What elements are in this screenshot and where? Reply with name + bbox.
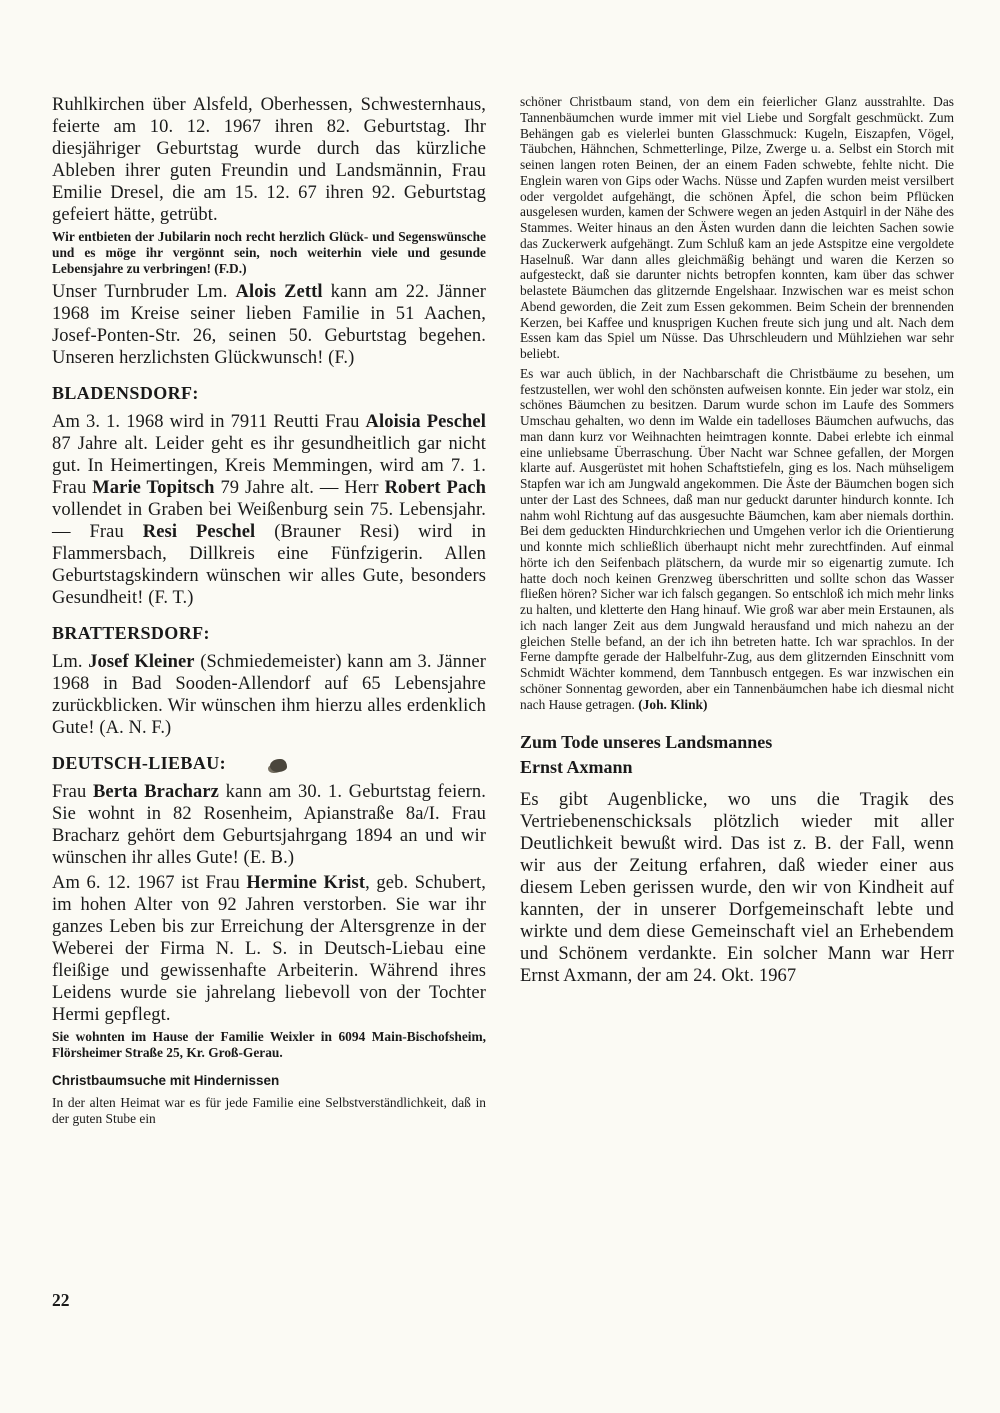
paragraph-ruhlkirchen: Ruhlkirchen über Alsfeld, Oberhessen, Schwesternhaus, feierte am 10. 12. 1967 ihren 82. Geburtstag. Ihr diesjähriger Geburtstag wurde durch das kürzliche Ableben ihrer guten Freundin und Landsmännin, Frau Emilie Dresel, die am 15. 12. 67 ihren 92. Geburtstag gefeiert hätte, getrübt.	[52, 95, 486, 225]
text-run-bold: Resi Peschel	[142, 522, 256, 543]
section-heading-deutsch-liebau	[52, 753, 486, 774]
obituary-heading-line1: Zum Tode unseres Landsmannes	[520, 732, 773, 753]
paragraph-weixler-note: Sie wohnten im Hause der Familie Weixler in 6094 Main-Bischofsheim, Flörsheimer Straße 25, Kr. Groß-Gerau.	[52, 1029, 486, 1061]
text-run: 79 Jahre alt. — Herr	[214, 478, 385, 499]
text-run-bold: Robert Pach	[384, 478, 486, 499]
section-heading-brattersdorf: BRATTERSDORF:	[52, 623, 210, 644]
text-run: kann am 30. 1. Geburtstag feiern. Sie wohnt in 82 Rosenheim, Apianstraße 8a/I. Frau Bracharz gehört dem Geburtsjahrgang 1894 an und wir wünschen ihr alles Gute! (E. B.)	[52, 782, 486, 869]
text-run: Am 6. 12. 1967 ist Frau	[52, 873, 247, 894]
ink-smudge	[270, 759, 287, 772]
paragraph-bracharz	[52, 781, 486, 869]
section-heading-bladensdorf: BLADENSDORF:	[52, 383, 199, 404]
obituary-heading-line2: Ernst Axmann	[520, 756, 633, 777]
paragraph-christbaum-2	[520, 366, 954, 713]
text-run: Frau	[52, 782, 93, 803]
text-run: Lm.	[52, 652, 89, 673]
text-run-bold: Aloisia Peschel	[365, 412, 486, 433]
paragraph-zettl	[52, 281, 486, 369]
paragraph-bladensdorf	[52, 411, 486, 609]
text-run: Unser Turnbruder Lm.	[52, 282, 236, 303]
right-column	[520, 94, 954, 1131]
text-run: vollendet in Graben bei Weißenburg sein 75. Lebensjahr. — Frau	[52, 500, 486, 543]
heading-text: DEUTSCH-LIEBAU:	[52, 753, 227, 774]
text-run: (Schmiedemeister) kann am 3. Jänner 1968 in Bad Sooden-Allendorf auf 65 Lebensjahre zurückblicken. Wir wünschen ihm hierzu alles erdenklich Gute! (A. N. F.)	[52, 652, 487, 739]
text-run-bold: Josef Kleiner	[88, 652, 195, 673]
obituary-heading	[520, 730, 954, 779]
page-number: 22	[52, 1290, 70, 1310]
text-run-bold: Berta Bracharz	[92, 782, 219, 803]
article-heading-christbaumsuche: Christbaumsuche mit Hindernissen	[52, 1073, 280, 1089]
paragraph-christbaum-intro: In der alten Heimat war es für jede Familie eine Selbstverständlichkeit, daß in der guten Stube ein	[52, 1095, 486, 1127]
paragraph-christbaum-1: schöner Christbaum stand, von dem ein feierlicher Glanz ausstrahlte. Das Tannenbäumchen wurde immer mit viel Liebe und Sorgfalt geschmückt. Zum Behängen gab es vielerlei bunten Glasschmuck: Kugeln, Eiszapfen, Vögel, Täubchen, Hähnchen, Schmetterlinge, Pilze, Zwerge u. a. Selbst ein Storch mit seinen langen roten Beinen, der an einem Faden schwebte, fehlte nicht. Die Englein waren von Gips oder Wachs. Nüsse und Zapfen wurden meist versilbert oder vergoldet aufgehängt, die schönen Äpfel, die schon beim Pflücken ausgelesen wurden, kamen der Schwere wegen an jeden Astquirl in der Nähe des Stammes. Weiter hinaus an den Ästen wurden dann die leichten Sachen sowie das Zuckerwerk aufgehängt. Zum Schluß kam an jede Astspitze eine vergoldete Haselnuß. War dann alles gleichmäßig behängt und waren die Kerzen so aufgesteckt, daß sie darunter nichts betropfen konnten, kam über das schwer belastete Bäumchen das glitzernde Engelshaar. Inzwischen war es meist schon Abend geworden, die Zeit zum Essen gekommen. Beim Schein der brennenden Kerzen, bei Kaffee und knusprigen Kuchen freute sich jung und alt. Nach dem Essen kam das Spiel um Nüsse. Das Uhrschleudern und Mühlziehen war sehr beliebt.	[520, 94, 954, 361]
text-run: Es war auch üblich, in der Nachbarschaft die Christbäume zu besehen, um festzustellen, wer wohl den schönsten aufweisen konnte. Ein jeder war stolz, ein schönes Bäumchen zu besitzen. Darum wurde schon im Laufe des Sommers Umschau gehalten, wo denn im Walde ein tadelloses Bäumchen aufwuchs, das man dann kurz vor Weihnachten heimtragen konnte. Dabei erlebte ich einmal eine unliebsame Überraschung. Über Nacht war Schnee gefallen, der Morgen klarte auf. Ausgerüstet mit hohen Schaftstiefeln, ging es los. Nach mühseligem Stapfen war ich am Jungwald angekommen. Die Äste der Bäumchen bogen sich unter der Last des Schnees, daß man nur geduckt darunter hindurch konnte. Ich nahm wohl Richtung auf das ausgesuchte Bäumchen, kam aber niemals dorthin. Bei dem geduckten Hindurchkriechen und Umgehen verlor ich die Orientierung und konnte mich schließlich überhaupt nicht mehr zurechtfinden. Auf einmal hörte ich den Seifenbach plätschern, da wurde mir so eigenartig zumute. Ich hatte doch noch keinen Grenzweg überschritten und sollte schon das Wasser fließen hören? Sicher war ich falsch gegangen. So entschloß ich mich mehr links zu halten, und kletterte den Hang hinauf. Wie groß war aber mein Erstaunen, als ich nach langer Zeit aus dem Jungwald herausfand und mich nahezu an der gleichen Stelle befand, an der ich ihn betreten hatte. Ich war sprachlos. In der Ferne dampfte gerade der Halbelfuhr-Zug, aus dem glitzernden Einschnitt vom Schmidt Wächter kommend, dem Tannbusch entgegen. Es war inzwischen ein schöner Sonnentag geworden, aber ein Tannenbäumchen habe ich diesmal nicht nach Hause getragen.	[520, 365, 954, 712]
paragraph-axmann: Es gibt Augenblicke, wo uns die Tragik des Vertriebenenschicksals plötzlich wieder mit aller Deutlichkeit bewußt wird. Das ist z. B. der Fall, wenn wir aus der Zeitung erfahren, daß wieder einer aus diesem Leben gerissen wurde, den wir von Kindheit auf kannten, der in unserer Dorfgemeinschaft lebte und wirkte und dem diese Gemeinschaft viel an Erhebendem und Schönem verdankte. Ein solcher Mann war Herr Ernst Axmann, der am 24. Okt. 1967	[520, 789, 954, 986]
text-run-bold: Hermine Krist	[246, 873, 366, 894]
paragraph-brattersdorf	[52, 651, 486, 739]
text-run-bold: Marie Topitsch	[92, 478, 215, 499]
text-run: , geb. Schubert, im hohen Alter von 92 Jahren verstorben. Sie war ihr ganzes Leben bis zur Erreichung der Altersgrenze in der Weberei der Firma N. L. S. in Deutsch-Liebau eine fleißige und gewissenhafte Arbeiterin. Während ihres Leidens wurde sie jahrelang liebevoll von der Tochter Hermi gepflegt.	[52, 873, 486, 1026]
paragraph-glueckwunsch-note: Wir entbieten der Jubilarin noch recht herzlich Glück- und Segenswünsche und es möge ihr vergönnt sein, noch weiterhin viele und gesunde Lebensjahre zu verbringen! (F.D.)	[52, 229, 486, 277]
text-run-bold: Alois Zettl	[235, 282, 323, 303]
text-run-bold: (Joh. Klink)	[638, 696, 708, 712]
left-column	[52, 94, 486, 1131]
text-run: Am 3. 1. 1968 wird in 7911 Reutti Frau	[52, 412, 366, 433]
text-run: kann am 22. Jänner 1968 im Kreise seiner lieben Familie in 51 Aachen, Josef-Ponten-Str. 26, seinen 50. Geburtstag begehen. Unseren herzlichsten Glückwunsch! (F.)	[52, 282, 487, 369]
paragraph-krist	[52, 872, 486, 1026]
text-run: (Brauner Resi) wird in Flammersbach, Dillkreis eine Fünfzigerin. Allen Geburtstagskindern wünschen wir alles Gute, besonders Gesundheit! (F. T.)	[52, 522, 486, 609]
text-run: 87 Jahre alt. Leider geht es ihr gesundheitlich gar nicht gut. In Heimertingen, Kreis Memmingen, wird am 7. 1. Frau	[52, 434, 486, 499]
